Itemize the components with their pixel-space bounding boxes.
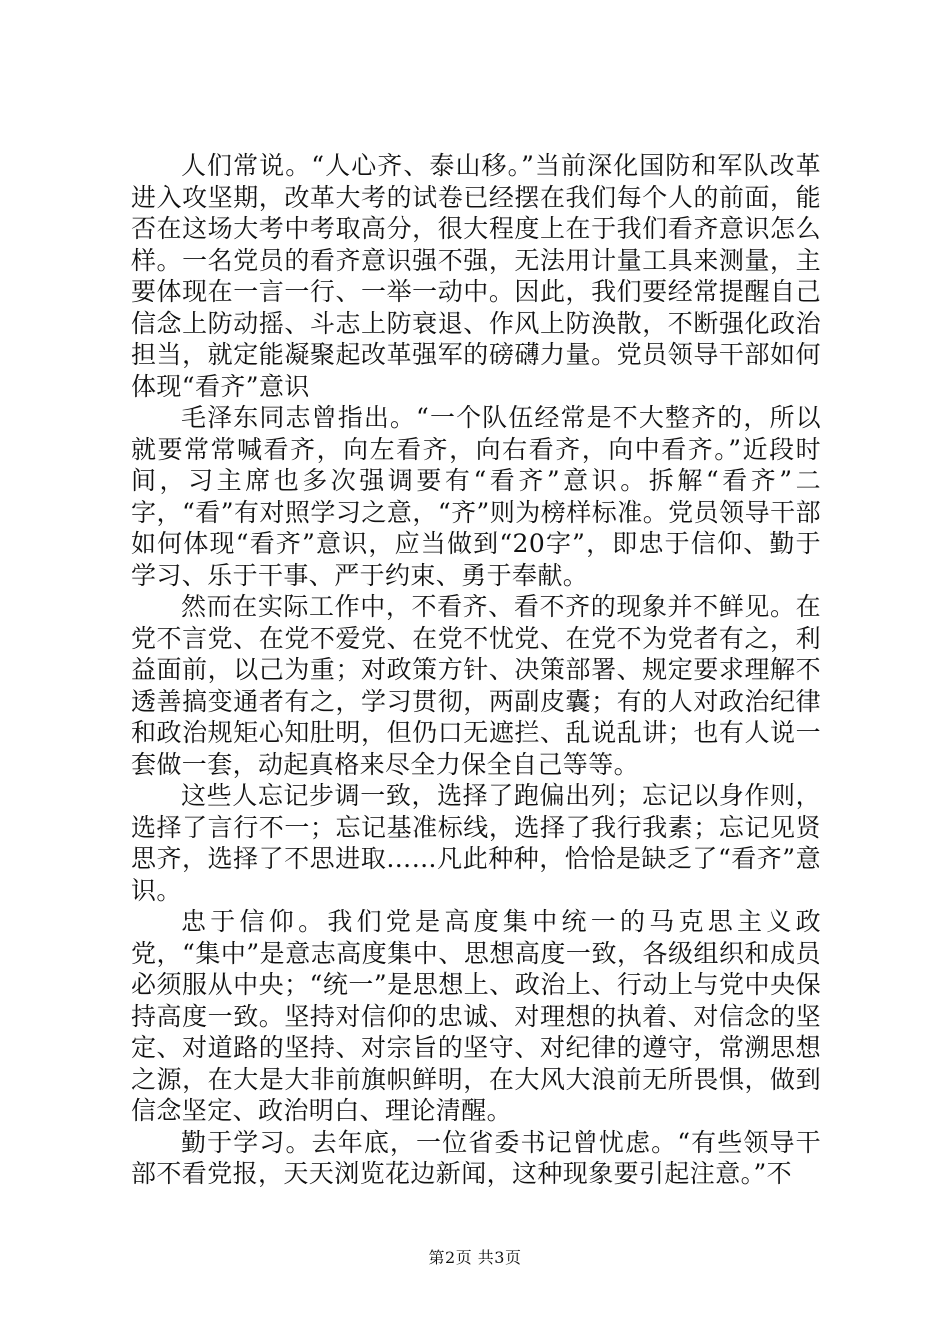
paragraph-5: 忠于信仰。我们党是高度集中统一的马克思主义政党，“集中”是意志高度集中、思想高度一致，各级组织和成员必须服从中央；“统一”是思想上、政治上、行动上与党中央保持高度一致。坚持对信仰的忠诚、对理想的执着、对信念的坚定、对道路的坚持、对宗旨的坚守、对纪律的遵守，常溯思想之源，在大是大非前旗帜鲜明，在大风大浪前无所畏惧，做到信念坚定、政治明白、理论清醒。 — [131, 907, 821, 1125]
paragraph-2: 毛泽东同志曾指出。“一个队伍经常是不大整齐的，所以就要常常喊看齐，向左看齐，向右看齐，向中看齐。”近段时间，习主席也多次强调要有“看齐”意识。拆解“看齐”二字，“看”有对照学习之意，“齐”则为榜样标准。党员领导干部如何体现“看齐”意识，应当做到“20字”，即忠于信仰、勤于学习、乐于干事、严于约束、勇于奉献。 — [131, 403, 821, 590]
paragraph-6: 勤于学习。去年底，一位省委书记曾忧虑。“有些领导干部不看党报，天天浏览花边新闻，这种现象要引起注意。”不 — [131, 1127, 821, 1188]
page-footer: 第2页 共3页 — [428, 1248, 522, 1267]
document-body — [131, 150, 821, 1190]
paragraph-4: 这些人忘记步调一致，选择了跑偏出列；忘记以身作则，选择了言行不一；忘记基准标线，选择了我行我素；忘记见贤思齐，选择了不思进取……凡此种种，恰恰是缺乏了“看齐”意识。 — [131, 781, 821, 905]
paragraph-3: 然而在实际工作中，不看齐、看不齐的现象并不鲜见。在党不言党、在党不爱党、在党不忧党、在党不为党者有之，利益面前，以己为重；对政策方针、决策部署、规定要求理解不透善搞变通者有之，学习贯彻，两副皮囊；有的人对政治纪律和政治规矩心知肚明，但仍口无遮拦、乱说乱讲；也有人说一套做一套，动起真格来尽全力保全自己等等。 — [131, 592, 821, 779]
paragraph-1: 人们常说。“人心齐、泰山移。”当前深化国防和军队改革进入攻坚期，改革大考的试卷已经摆在我们每个人的前面，能否在这场大考中考取高分，很大程度上在于我们看齐意识怎么样。一名党员的看齐意识强不强，无法用计量工具来测量，主要体现在一言一行、一举一动中。因此，我们要经常提醒自己信念上防动摇、斗志上防衰退、作风上防涣散，不断强化政治担当，就定能凝聚起改革强军的磅礴力量。党员领导干部如何体现“看齐”意识 — [131, 151, 821, 401]
